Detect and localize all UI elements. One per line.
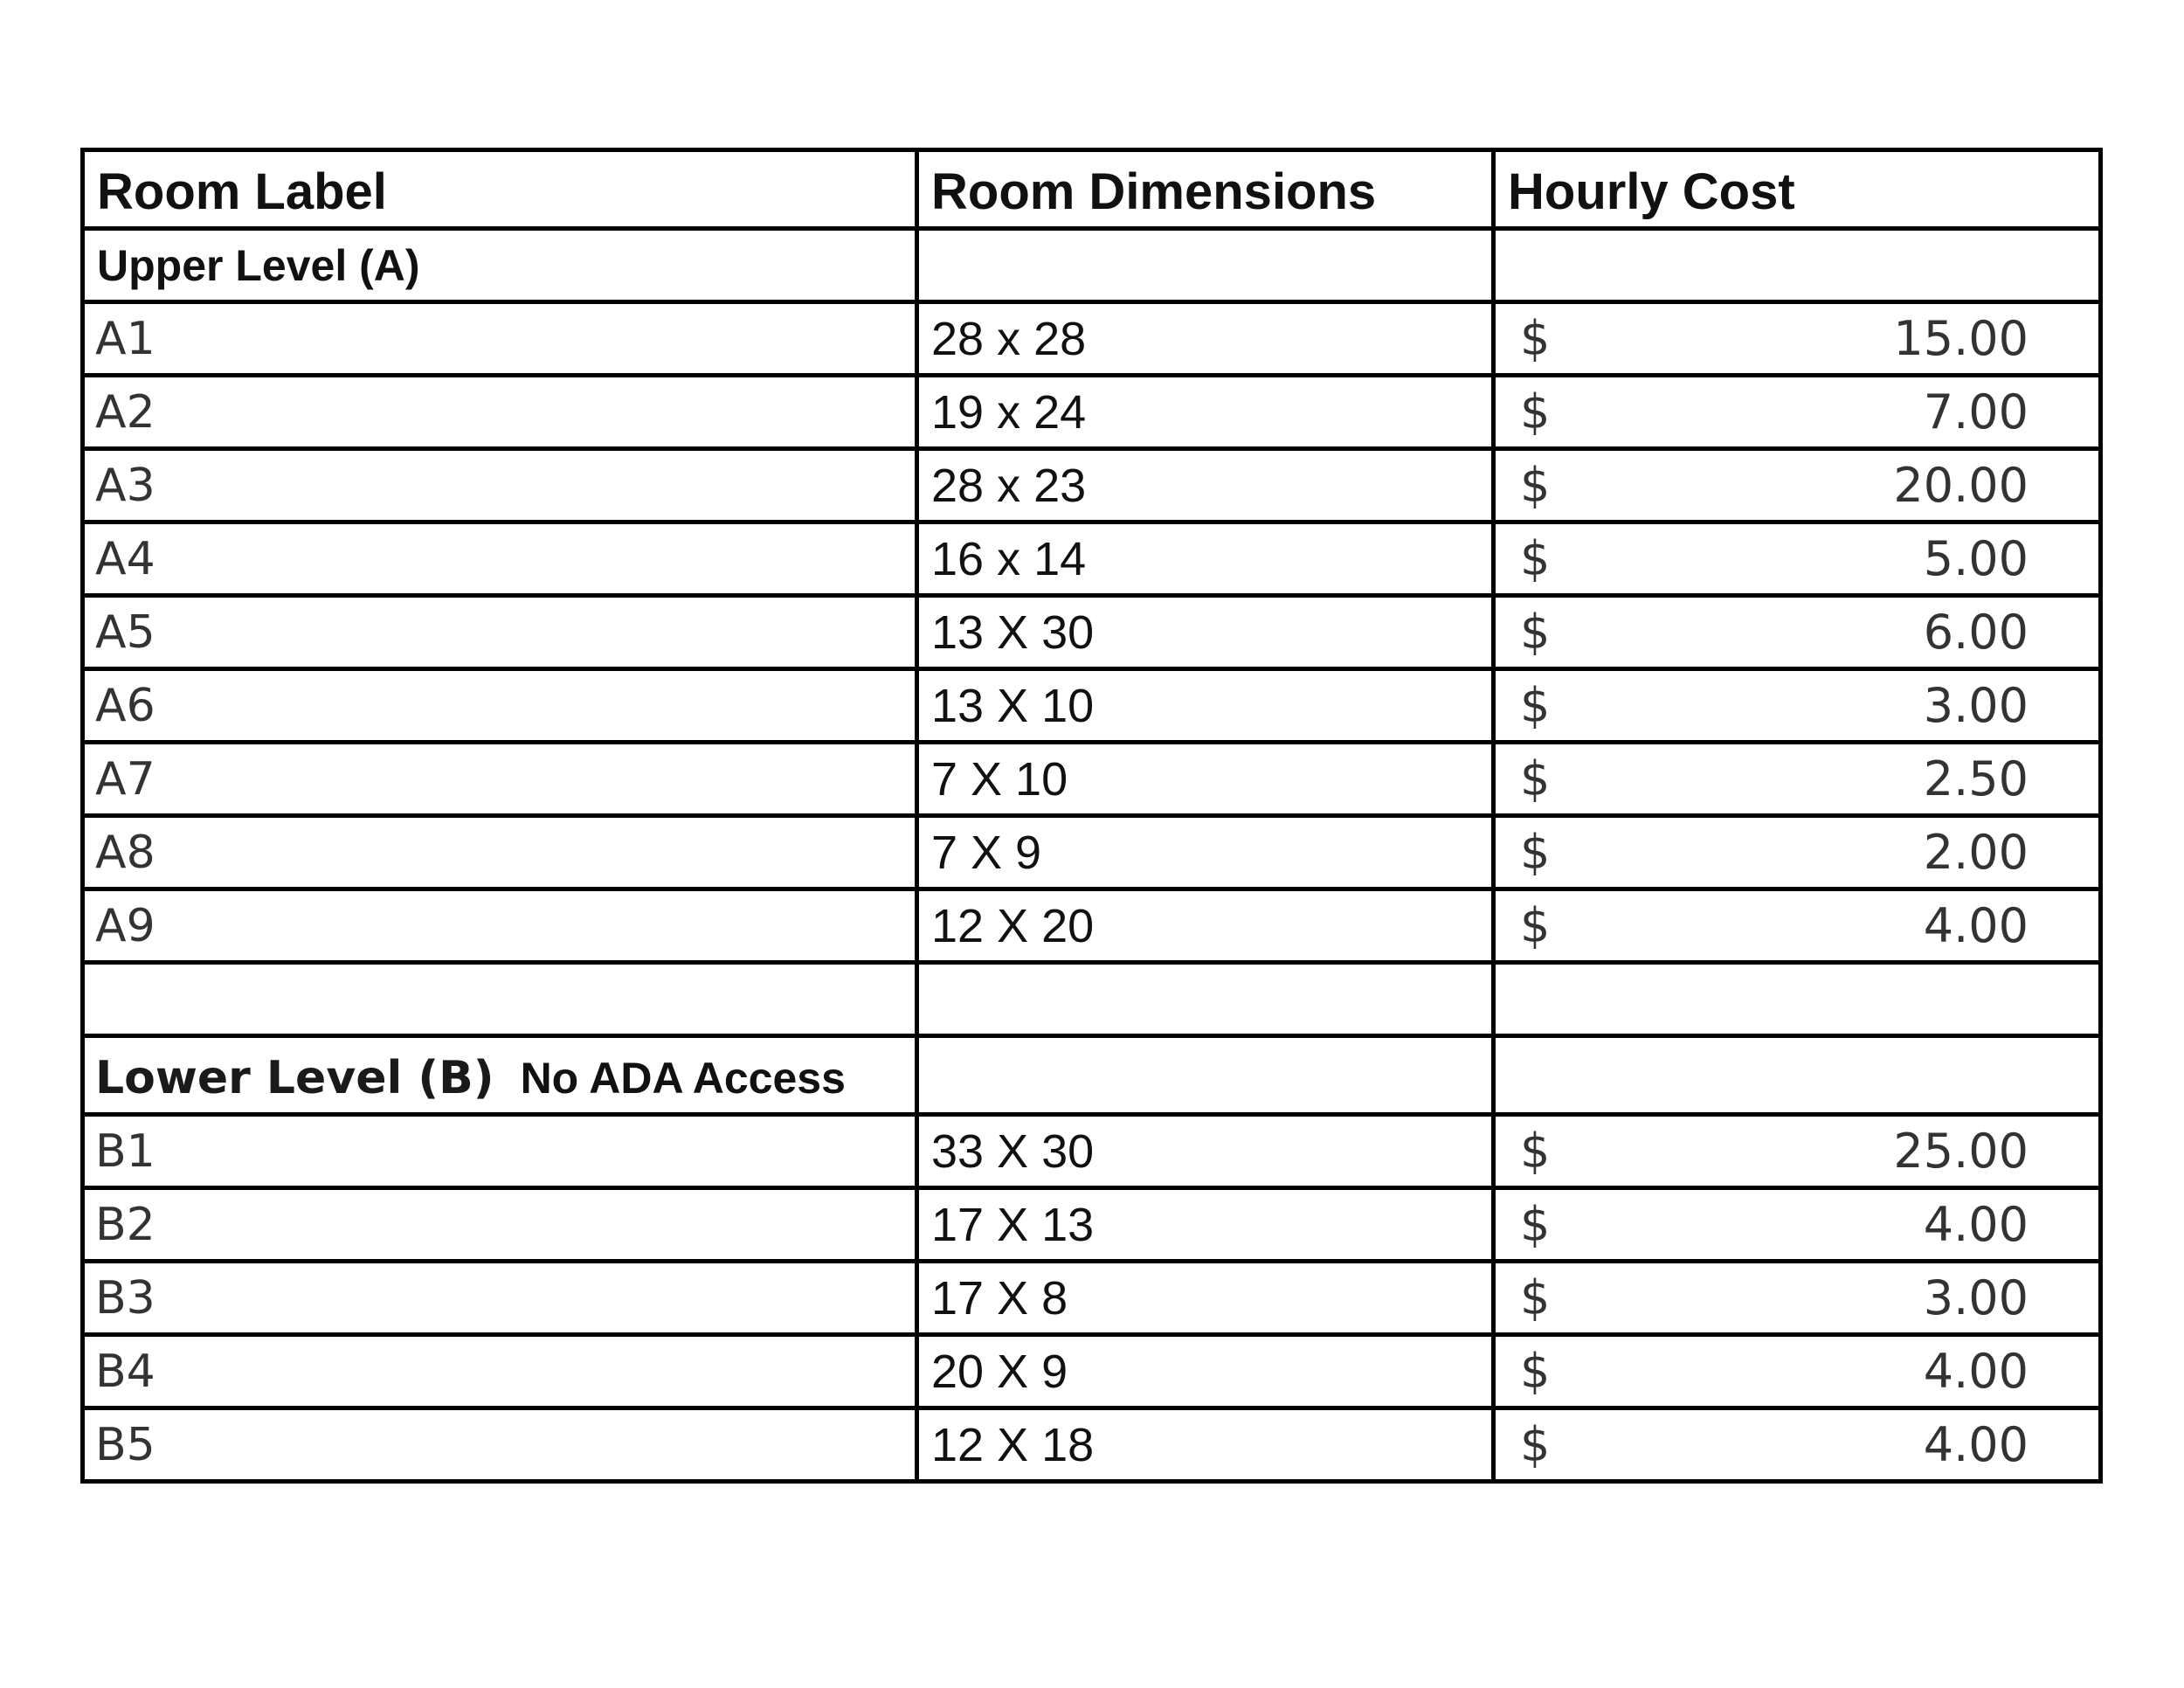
hourly-cost-cell — [1494, 1188, 2101, 1262]
table-row — [83, 743, 2101, 816]
empty-cell — [1494, 963, 2101, 1036]
cost-value-wrap — [1496, 458, 2098, 513]
room-label-cell: A4 — [83, 522, 917, 596]
table-row — [83, 816, 2101, 889]
table-row — [83, 889, 2101, 963]
room-label-cell: A6 — [83, 669, 917, 743]
currency-symbol: $ — [1520, 605, 1551, 660]
table-row — [83, 522, 2101, 596]
currency-symbol: $ — [1520, 458, 1551, 513]
hourly-cost-cell — [1494, 816, 2101, 889]
cost-amount: 4.00 — [1923, 1417, 2028, 1472]
lower-level-cell — [83, 1036, 917, 1115]
hourly-cost-cell — [1494, 669, 2101, 743]
currency-symbol: $ — [1520, 1197, 1551, 1252]
hourly-cost-cell — [1494, 449, 2101, 522]
room-label-cell: B5 — [83, 1408, 917, 1482]
room-label-cell: B4 — [83, 1335, 917, 1408]
cost-amount: 6.00 — [1923, 605, 2028, 660]
currency-symbol: $ — [1520, 678, 1551, 733]
empty-cell — [917, 963, 1494, 1036]
currency-symbol: $ — [1520, 531, 1551, 586]
currency-symbol: $ — [1520, 1344, 1551, 1399]
currency-symbol: $ — [1520, 898, 1551, 953]
ada-access-note: No ADA Access — [520, 1053, 846, 1103]
room-label-cell: B1 — [83, 1115, 917, 1188]
cost-amount: 4.00 — [1923, 898, 2028, 953]
cost-amount: 2.00 — [1923, 825, 2028, 880]
room-label-cell: A1 — [83, 302, 917, 376]
cost-value-wrap — [1496, 898, 2098, 953]
currency-symbol: $ — [1520, 1124, 1551, 1179]
room-dimensions-cell: 7 X 9 — [917, 816, 1494, 889]
cost-value-wrap — [1496, 1417, 2098, 1472]
room-dimensions-cell: 7 X 10 — [917, 743, 1494, 816]
hourly-cost-cell — [1494, 596, 2101, 669]
cost-value-wrap — [1496, 605, 2098, 660]
table-row — [83, 596, 2101, 669]
room-dimensions-cell: 33 X 30 — [917, 1115, 1494, 1188]
hourly-cost-cell — [1494, 302, 2101, 376]
table-row — [83, 449, 2101, 522]
room-dimensions-cell: 13 X 30 — [917, 596, 1494, 669]
room-dimensions-cell: 16 x 14 — [917, 522, 1494, 596]
room-label-cell: A8 — [83, 816, 917, 889]
table-row — [83, 302, 2101, 376]
upper-level-title: Upper Level (A) — [83, 229, 917, 302]
header-hourly-cost: Hourly Cost — [1494, 150, 2101, 229]
cost-value-wrap — [1496, 1344, 2098, 1399]
cost-value-wrap — [1496, 311, 2098, 366]
lower-level-title: Lower Level (B) — [95, 1051, 494, 1104]
room-label-cell: A5 — [83, 596, 917, 669]
room-label-cell: B3 — [83, 1262, 917, 1335]
currency-symbol: $ — [1520, 311, 1551, 366]
cost-value-wrap — [1496, 531, 2098, 586]
room-label-cell: A7 — [83, 743, 917, 816]
room-label-cell: A3 — [83, 449, 917, 522]
cost-amount: 4.00 — [1923, 1344, 2028, 1399]
table-row — [83, 1262, 2101, 1335]
room-dimensions-cell: 28 x 28 — [917, 302, 1494, 376]
cost-value-wrap — [1496, 751, 2098, 806]
room-dimensions-cell: 28 x 23 — [917, 449, 1494, 522]
empty-cell — [1494, 1036, 2101, 1115]
room-dimensions-cell: 20 X 9 — [917, 1335, 1494, 1408]
cost-value-wrap — [1496, 1270, 2098, 1325]
room-label-cell: B2 — [83, 1188, 917, 1262]
table-row — [83, 1115, 2101, 1188]
room-dimensions-cell: 17 X 8 — [917, 1262, 1494, 1335]
empty-cell — [917, 1036, 1494, 1115]
room-dimensions-cell: 19 x 24 — [917, 376, 1494, 449]
room-dimensions-cell: 12 X 20 — [917, 889, 1494, 963]
hourly-cost-cell — [1494, 376, 2101, 449]
table-row — [83, 1335, 2101, 1408]
table-row — [83, 1408, 2101, 1482]
hourly-cost-cell — [1494, 1335, 2101, 1408]
cost-value-wrap — [1496, 825, 2098, 880]
header-room-dimensions: Room Dimensions — [917, 150, 1494, 229]
room-dimensions-cell: 17 X 13 — [917, 1188, 1494, 1262]
currency-symbol: $ — [1520, 825, 1551, 880]
cost-value-wrap — [1496, 384, 2098, 439]
cost-amount: 5.00 — [1923, 531, 2028, 586]
cost-amount: 3.00 — [1923, 1270, 2028, 1325]
cost-amount: 7.00 — [1923, 384, 2028, 439]
section-row-lower — [83, 1036, 2101, 1115]
cost-amount: 3.00 — [1923, 678, 2028, 733]
cost-amount: 2.50 — [1923, 751, 2028, 806]
empty-cell — [83, 963, 917, 1036]
section-row-upper — [83, 229, 2101, 302]
room-label-cell: A2 — [83, 376, 917, 449]
currency-symbol: $ — [1520, 751, 1551, 806]
hourly-cost-cell — [1494, 522, 2101, 596]
room-cost-table — [80, 148, 2103, 1484]
hourly-cost-cell — [1494, 1408, 2101, 1482]
table-row — [83, 1188, 2101, 1262]
lower-level-rows — [83, 1115, 2101, 1482]
cost-value-wrap — [1496, 1197, 2098, 1252]
upper-level-rows — [83, 302, 2101, 963]
room-dimensions-cell: 12 X 18 — [917, 1408, 1494, 1482]
cost-amount: 25.00 — [1893, 1124, 2028, 1179]
room-dimensions-cell: 13 X 10 — [917, 669, 1494, 743]
room-label-cell: A9 — [83, 889, 917, 963]
table-row — [83, 669, 2101, 743]
hourly-cost-cell — [1494, 1115, 2101, 1188]
currency-symbol: $ — [1520, 1417, 1551, 1472]
currency-symbol: $ — [1520, 384, 1551, 439]
cost-amount: 4.00 — [1923, 1197, 2028, 1252]
empty-cell — [917, 229, 1494, 302]
cost-amount: 15.00 — [1893, 311, 2028, 366]
cost-amount: 20.00 — [1893, 458, 2028, 513]
currency-symbol: $ — [1520, 1270, 1551, 1325]
empty-cell — [1494, 229, 2101, 302]
cost-value-wrap — [1496, 1124, 2098, 1179]
cost-value-wrap — [1496, 678, 2098, 733]
spacer-row — [83, 963, 2101, 1036]
table-row — [83, 376, 2101, 449]
hourly-cost-cell — [1494, 1262, 2101, 1335]
header-row — [83, 150, 2101, 229]
hourly-cost-cell — [1494, 743, 2101, 816]
header-room-label: Room Label — [83, 150, 917, 229]
hourly-cost-cell — [1494, 889, 2101, 963]
